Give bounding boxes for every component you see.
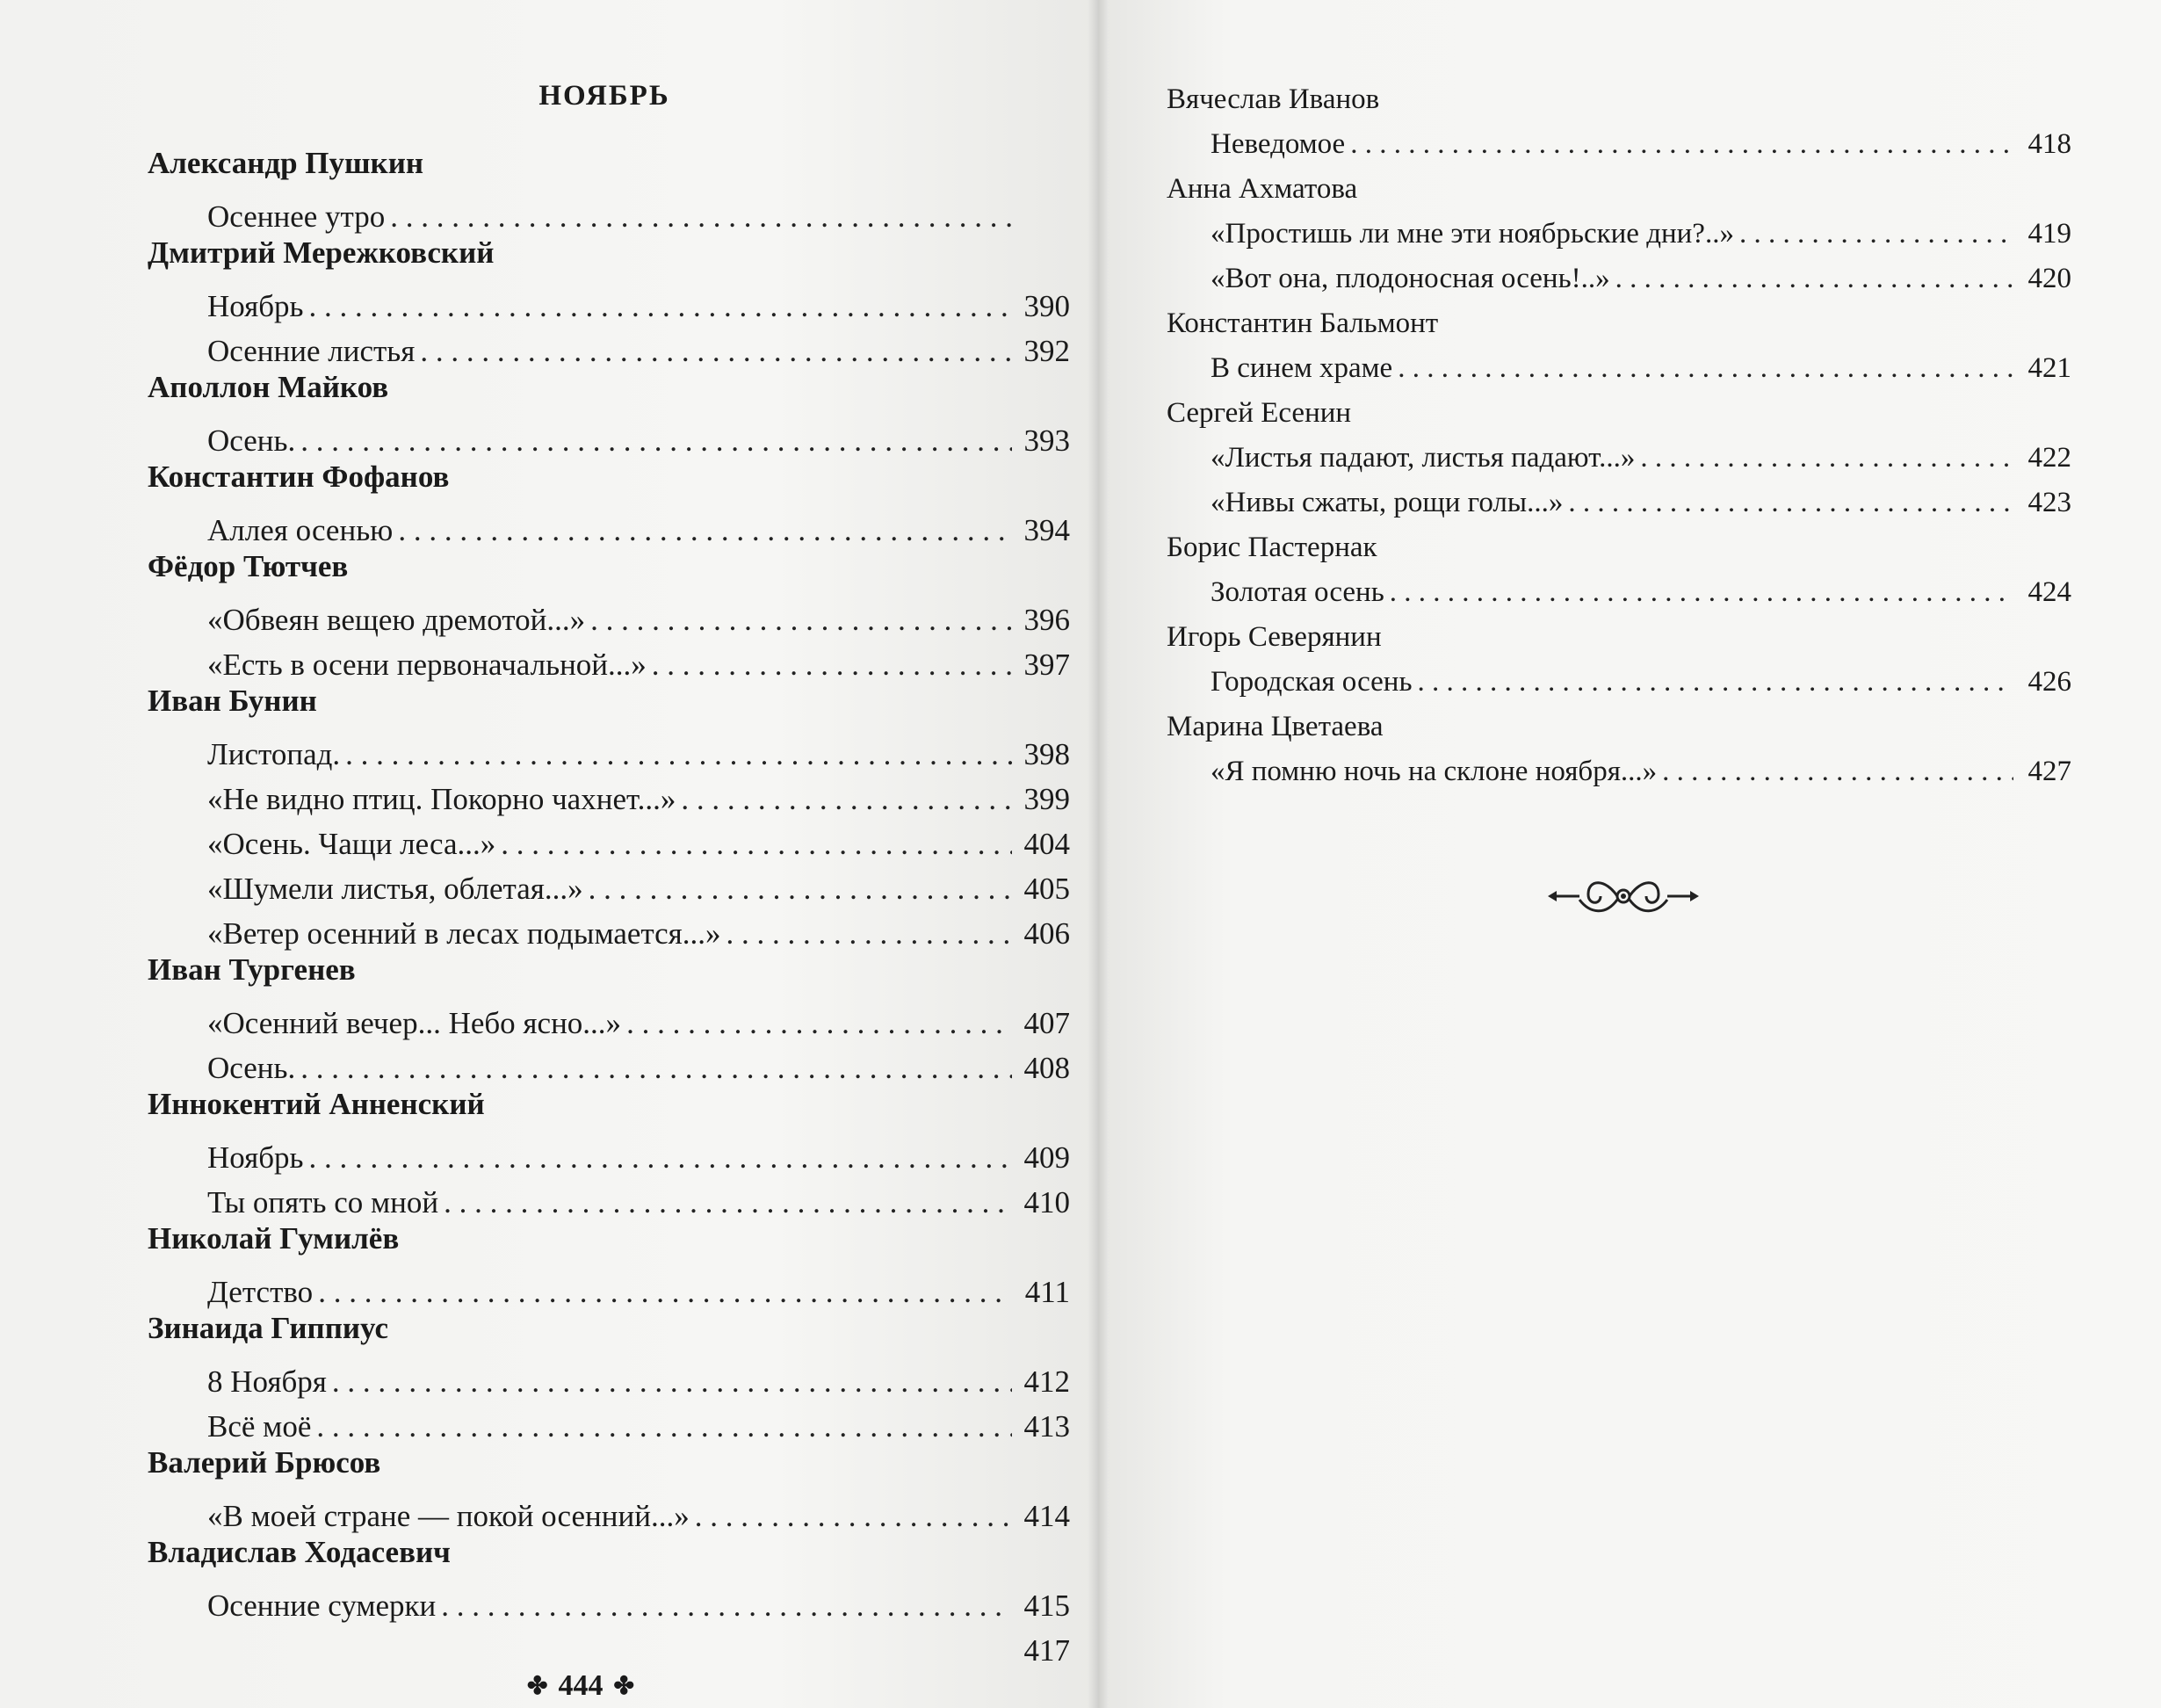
toc-entry[interactable] [148,1135,1070,1180]
toc-entry-page: 406 [1023,916,1070,951]
toc-entry[interactable] [148,284,1070,329]
toc-author: Константин Бальмонт [1167,308,1439,339]
toc-entry-title: «Ветер осенний в лесах подымается...» [207,916,721,951]
toc-leader-dots [695,1494,1012,1538]
toc-entry-page: 421 [2027,352,2071,384]
toc-author: Вячеслав Иванов [1167,83,1380,115]
toc-entry-page: 393 [1023,423,1070,458]
toc-leader-dots [1615,257,2013,301]
ornament-right-icon: ✤ [613,1673,634,1700]
toc-entry-title: Неведомое [1211,128,1346,160]
toc-entry[interactable] [1167,749,2071,794]
toc-right-column [1167,77,2071,794]
toc-entry-title: Осень. [207,423,296,458]
toc-entry-title: «Осень. Чащи леса...» [207,827,496,861]
toc-entry-title: Городская осень [1211,666,1413,698]
toc-right-list [1167,77,2071,794]
toc-leader-dots [589,866,1012,911]
toc-entry[interactable] [1167,660,2071,705]
toc-leader-dots [681,777,1012,821]
toc-entry-title: «Осенний вечер... Небо ясно...» [207,1006,622,1040]
page-number-footer [527,1669,634,1703]
toc-entry[interactable] [148,329,1070,373]
toc-entry[interactable] [148,821,1070,866]
toc-entry-page: 397 [1023,648,1070,682]
toc-leader-dots [332,1359,1012,1404]
toc-entry[interactable] [148,418,1070,463]
toc-entry[interactable] [148,1404,1070,1449]
toc-leader-dots [1418,660,2013,705]
toc-author: Иван Бунин [148,684,317,718]
toc-entry-page: 412 [1023,1364,1070,1399]
toc-leader-dots [308,1135,1012,1180]
toc-leader-dots [1640,436,2013,481]
toc-entry[interactable] [1167,212,2071,257]
toc-entry-title: «Нивы сжаты, рощи голы...» [1211,487,1564,518]
toc-entry[interactable] [148,866,1070,911]
toc-entry[interactable] [148,777,1070,821]
toc-leader-dots [1662,749,2013,794]
toc-leader-dots [1350,122,2013,167]
toc-entry-page: 413 [1023,1409,1070,1444]
decorative-ornament-icon [1544,870,1702,923]
toc-entry[interactable] [148,1046,1070,1090]
toc-leader-dots [590,597,1012,642]
toc-entry-title: Осеннее утро [207,199,386,234]
toc-entry-page: 419 [2027,218,2071,250]
toc-author: Дмитрий Мережковский [148,235,495,270]
toc-entry-page: 420 [2027,263,2071,294]
toc-entry-page: 404 [1023,827,1070,861]
toc-entry-title: «Не видно птиц. Покорно чахнет...» [207,782,676,816]
toc-leader-dots [420,329,1012,373]
toc-author: Владислав Ходасевич [148,1535,451,1569]
toc-entry-title: «Вот она, плодоносная осень!..» [1211,263,1610,294]
toc-entry-page: 407 [1023,1006,1070,1040]
toc-entry[interactable] [148,1583,1070,1628]
toc-leader-dots [441,1583,1012,1628]
toc-author: Марина Цветаева [1167,711,1384,742]
toc-entry[interactable] [148,911,1070,956]
toc-entry-page: 398 [1023,737,1070,771]
toc-entry-title: Осенние сумерки [207,1589,437,1623]
toc-entry[interactable] [148,1180,1070,1225]
toc-entry-title: «Простишь ли мне эти ноябрьские дни?..» [1211,218,1734,250]
toc-entry[interactable] [148,194,1070,239]
toc-entry-title: Золотая осень [1211,576,1384,608]
toc-leader-dots [626,1001,1012,1046]
toc-leader-dots [300,1046,1012,1090]
toc-entry-title: В синем храме [1211,352,1393,384]
toc-leader-dots [398,508,1012,553]
toc-leader-dots [726,911,1012,956]
toc-entry-title: «Обвеян вещею дремотой...» [207,603,586,637]
toc-entry-title: Детство [207,1275,314,1309]
toc-entry[interactable] [148,1270,1070,1314]
toc-entry-page: 417 [1023,1633,1070,1668]
toc-leader-dots [1568,481,2013,525]
toc-author: Игорь Северянин [1167,621,1382,653]
toc-left-list [148,141,1070,1668]
toc-author: Николай Гумилёв [148,1221,400,1256]
toc-entry[interactable] [148,732,1070,777]
toc-entry-page: 423 [2027,487,2071,518]
toc-entry[interactable] [148,1001,1070,1046]
toc-entry[interactable] [1167,436,2071,481]
page-number: 444 [558,1669,603,1702]
toc-author: Иннокентий Анненский [148,1087,485,1121]
toc-leader-dots [345,732,1012,777]
toc-entry-title: Осень. [207,1051,296,1085]
toc-author: Валерий Брюсов [148,1445,381,1480]
toc-entry[interactable] [148,642,1070,687]
toc-entry-title: Ноябрь [207,1140,304,1175]
toc-entry-title: Ты опять со мной [207,1185,439,1219]
toc-leader-dots [1390,570,2013,615]
toc-entry-title: «Листья падают, листья падают...» [1211,442,1636,474]
toc-entry-page: 408 [1023,1051,1070,1085]
toc-entry-page: 426 [2027,666,2071,698]
toc-entry[interactable] [148,1494,1070,1538]
toc-entry-page: 418 [2027,128,2071,160]
toc-entry-page: 410 [1023,1185,1070,1219]
toc-author: Анна Ахматова [1167,173,1358,205]
ornament-left-icon: ✤ [527,1673,548,1700]
toc-entry-title: «Я помню ночь на склоне ноября...» [1211,756,1658,787]
section-heading: НОЯБРЬ [538,80,670,112]
toc-leader-dots [390,194,1012,239]
toc-entry-page: 411 [1024,1275,1070,1309]
toc-leader-dots [444,1180,1012,1225]
toc-author: Александр Пушкин [148,146,424,180]
toc-entry-page: 394 [1023,513,1070,547]
toc-entry-title: Ноябрь [207,289,304,323]
toc-entry-title: Аллея осенью [207,513,394,547]
toc-leader-dots [1739,212,2013,257]
toc-author: Фёдор Тютчев [148,549,349,583]
toc-leader-dots [652,642,1012,687]
toc-entry[interactable] [1167,481,2071,525]
toc-entry-title: Листопад. [207,737,341,771]
toc-entry-title: «Шумели листья, облетая...» [207,872,583,906]
book-gutter [1088,0,1109,1708]
toc-entry[interactable] [148,1359,1070,1404]
toc-entry-page: 424 [2027,576,2071,608]
toc-leader-dots [501,821,1012,866]
toc-author: Сергей Есенин [1167,397,1352,429]
toc-author: Зинаида Гиппиус [148,1311,388,1345]
toc-entry[interactable] [1167,257,2071,301]
toc-entry[interactable] [148,597,1070,642]
toc-leader-dots [318,1270,1012,1314]
toc-author: Константин Фофанов [148,460,450,494]
toc-entry-page: 415 [1023,1589,1070,1623]
toc-entry-title: «Есть в осени первоначальной...» [207,648,647,682]
toc-entry-page: 422 [2027,442,2071,474]
toc-leader-dots [1398,346,2013,391]
toc-entry-title: 8 Ноября [207,1364,327,1399]
toc-author: Иван Тургенев [148,952,356,987]
toc-entry-page: 390 [1023,289,1070,323]
toc-entry-page: 409 [1023,1140,1070,1175]
toc-entry-title: Всё моё [207,1409,312,1444]
toc-entry-page: 405 [1023,872,1070,906]
toc-entry-page: 392 [1023,334,1070,368]
toc-entry[interactable] [1167,570,2071,615]
toc-entry-title: Осенние листья [207,334,416,368]
toc-leader-dots [300,418,1012,463]
toc-author: Аполлон Майков [148,370,389,404]
toc-entry[interactable] [1167,346,2071,391]
toc-entry[interactable] [148,508,1070,553]
toc-entry-page: 427 [2027,756,2071,787]
toc-left-column [148,80,1070,1668]
toc-entry[interactable] [1167,122,2071,167]
toc-entry-page: 399 [1023,782,1070,816]
toc-leader-dots [316,1404,1012,1449]
toc-entry-title: «В моей стране — покой осенний...» [207,1499,690,1533]
toc-leader-dots [308,284,1012,329]
toc-entry-page: 396 [1023,603,1070,637]
toc-entry-page: 414 [1023,1499,1070,1533]
toc-author: Борис Пастернак [1167,532,1377,563]
